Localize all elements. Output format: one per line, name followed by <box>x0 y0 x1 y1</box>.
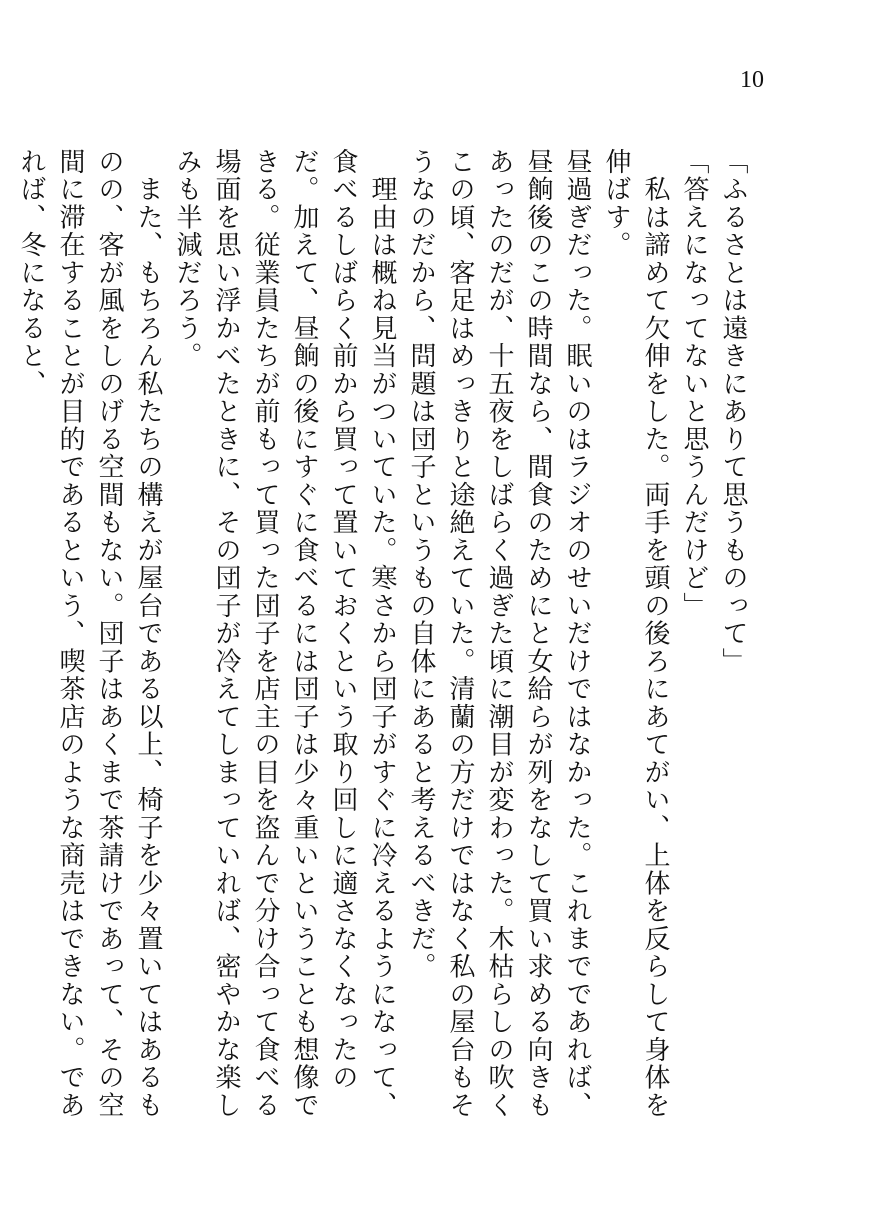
page-number: 10 <box>740 67 764 93</box>
dialogue-line-2: 「答えになってないと思うんだけど」 <box>679 148 709 620</box>
paragraph-2: 昼過ぎだった。眠いのはラジオのせいだけではなかった。これまでであれば、昼餉後のこの時間なら、間食のためにと女給らが列をなして買い求める向きもあったのだが、十五夜をしばらく過ぎた頃に潮目が変わった。木枯らしの吹くこの頃、客足はめっきりと途絶えていた。清蘭の方だけではなく私の屋台もそうなのだから、問題は団子というもの自体にあると考えるべきだ。 <box>406 148 592 1120</box>
paragraph-1: 私は諦めて欠伸をした。両手を頭の後ろにあてがい、上体を反らして身体を伸ばす。 <box>601 148 670 1120</box>
paragraph-3: 理由は概ね見当がついていた。寒さから団子がすぐに冷えるようになって、食べるしばらく前から買って置いておくという取り回しに適さなくなったのだ。加えて、昼餉の後にすぐに食べるには団子は少々重いということも想像できる。従業員たちが前もって買った団子を店主の目を盗んで分け合って食べる場面を思い浮かべたときに、その団子が冷えてしまっていれば、密やかな楽しみも半減だろう。 <box>172 148 397 1120</box>
body-text <box>16 148 752 1120</box>
paragraph-4: また、もちろん私たちの構えが屋台である以上、椅子を少々置いてはあるものの、客が風をしのげる空間もない。団子はあくまで茶請けであって、その空間に滞在することが目的であるという、喫茶店のような商売はできない。であれば、冬になると、 <box>16 148 163 1120</box>
dialogue-line-1: 「ふるさとは遠きにありて思うものって」 <box>718 148 748 676</box>
